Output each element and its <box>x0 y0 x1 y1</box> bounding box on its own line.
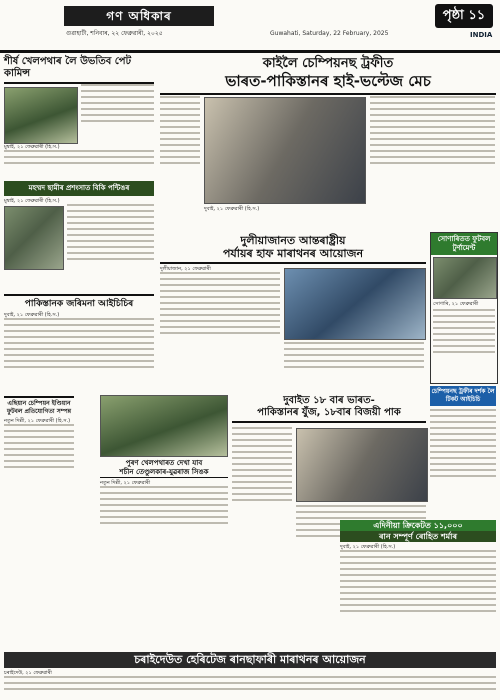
masthead <box>0 0 500 53</box>
marathon-headline: পৰ্যায়ৰ হাফ মাৰাথনৰ আয়োজন <box>160 247 426 264</box>
newspaper-logo: গণ অধিকাৰ <box>64 6 214 26</box>
issue-date: Guwahati, Saturday, 22 February, 2025 <box>270 30 389 37</box>
pakistan-fine-headline: পাকিস্তানক জৰিমনা আইচিচিৰ <box>4 294 154 310</box>
asian-champion-dateline: নতুন দিল্লী, ২১ ফেব্ৰুৱাৰী (হি.স.) <box>4 418 71 424</box>
top-story-caption: দুবাই, ২১ ফেব্ৰুৱাৰী (হি.স.) <box>204 206 260 212</box>
football-body <box>431 307 497 381</box>
shami-body <box>67 204 154 294</box>
asian-champion-headline: এছিয়ান চেম্পিয়ন ইণ্ডিয়ান ফুটবল প্ৰতিযোগিতা সম্পন্ন <box>4 396 74 416</box>
rohit-body <box>340 550 496 648</box>
marathon-story <box>160 234 426 394</box>
bottom-body <box>4 676 496 696</box>
top-story-headline: ভাৰত-পাকিস্তানৰ হাই-ভল্টেজ মেচ <box>160 72 496 95</box>
cummins-body-2 <box>4 150 154 178</box>
shami-banner: মহম্মদ ছামীৰ প্ৰশংসাত বিকি পন্টিঙৰ <box>4 181 154 196</box>
football-box <box>430 232 498 384</box>
football-headline: সোণাৰিতত ফুটবল টুৰ্ণামেণ্ট <box>431 233 497 255</box>
cummins-body <box>81 84 154 144</box>
asian-champion-body <box>4 424 74 494</box>
rohit-kicker: এদিনীয়া ক্ৰিকেটত ১১,০০০ <box>340 520 496 531</box>
pakistan-fine-body <box>4 318 154 396</box>
top-story-body-left <box>160 96 200 226</box>
legends-body <box>100 486 228 546</box>
football-photo <box>433 257 497 299</box>
marathon-dateline: দুলীয়াজান, ২১ ফেব্ৰুৱাৰী <box>160 266 211 272</box>
bottom-dateline: চৰাইদেউ, ২১ ফেব্ৰুৱাৰী <box>4 670 52 676</box>
shami-photo <box>4 206 64 270</box>
bottom-headline: চৰাইদেউত হেৰিটেজ ৰানছাফাৰী মাৰাথনৰ আয়োজন <box>4 652 496 668</box>
page-label: পৃষ্ঠা ১১ <box>435 4 493 28</box>
rohit-story <box>340 520 496 650</box>
champions-body <box>430 409 496 519</box>
football-dateline: সোণাৰি, ২১ ফেব্ৰুৱাৰী <box>433 301 479 307</box>
rohit-dateline: দুবাই, ২১ ফেব্ৰুৱাৰী (হি.স.) <box>340 544 396 550</box>
legends-story <box>100 395 228 550</box>
dubai-photo <box>296 428 428 502</box>
champions-box <box>430 386 496 516</box>
cummins-dateline: মুম্বাই, ২১ ফেব্ৰুৱাৰী (হি.স.) <box>4 144 60 150</box>
bottom-story <box>4 652 496 698</box>
cummins-photo <box>4 87 78 144</box>
issue-line: গুৱাহাটী, শনিবাৰ, ২২ ফেব্ৰুৱাৰী, ২০২৫ <box>66 30 163 37</box>
dubai-kicker: দুবাইত ১৮ বাৰ ভাৰত- <box>283 395 375 406</box>
shami-dateline: মুম্বাই, ২১ ফেব্ৰুৱাৰী (হি.স.) <box>4 198 60 204</box>
top-story-photo <box>204 97 366 204</box>
legends-kicker: পুৰণ খেলপথাৰত দেখা যাব <box>125 459 203 467</box>
cummins-headline: শীৰ্ষ খেলপথাৰ লৈ উভতিব পেট কামিন্স <box>4 56 154 84</box>
marathon-kicker: দুলীয়াজানত আন্তৰাষ্ট্ৰীয় <box>240 234 346 247</box>
top-story-kicker: কাইলৈ চেম্পিয়নছ ট্ৰফীত <box>262 56 394 71</box>
marathon-body <box>160 272 280 392</box>
section-label: INDIA <box>470 31 493 39</box>
rohit-headline: ৰান সম্পূৰ্ণ ৰোহিত শৰ্মাৰ <box>340 531 496 542</box>
legends-photo <box>100 395 228 457</box>
legends-dateline: নতুন দিল্লী, ২১ ফেব্ৰুৱাৰী <box>100 480 151 486</box>
dubai-body-left <box>232 427 292 567</box>
top-story-body-right <box>370 96 495 226</box>
legends-headline: শচীন তেণ্ডুলকাৰ-যুৱৰাজ সিঙক <box>100 468 228 478</box>
marathon-body-2 <box>284 342 424 392</box>
dubai-headline: পাকিস্তানৰ যুঁজ, ১৮বাৰ বিজয়ী পাক <box>232 407 426 423</box>
top-story <box>160 56 496 231</box>
pakistan-fine-dateline: দুবাই, ২১ ফেব্ৰুৱাৰী (হি.স.) <box>4 312 60 318</box>
champions-headline: চেম্পিয়নছ ট্ৰফীৰ দৰ্শক লৈ টিকট আইচিচি <box>430 386 496 406</box>
marathon-photo <box>284 268 426 340</box>
